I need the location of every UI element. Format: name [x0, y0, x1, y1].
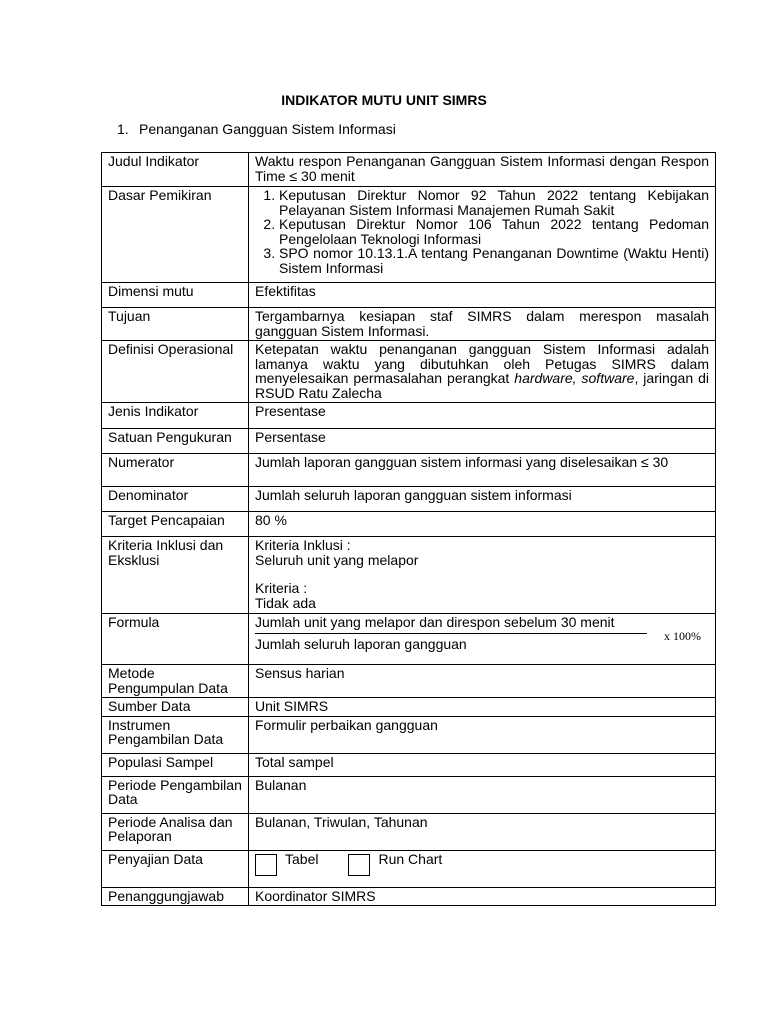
- fraction-line: [255, 633, 647, 634]
- section-title: Penanganan Gangguan Sistem Informasi: [139, 121, 396, 137]
- table-row: [102, 153, 716, 187]
- eksklusi-label: Kriteria :: [255, 580, 308, 596]
- row-value: Sensus harian: [249, 665, 716, 698]
- eksklusi-value: Tidak ada: [255, 594, 316, 611]
- row-label: Sumber Data: [102, 698, 249, 717]
- row-label: Periode Pengambilan Data: [102, 776, 249, 813]
- table-row: [102, 403, 716, 429]
- inklusi-value: Seluruh unit yang melapor: [255, 551, 419, 568]
- row-label: Judul Indikator: [102, 153, 249, 187]
- list-item: 2. Keputusan Direktur Nomor 106 Tahun 2022 tentang Pedoman Pengelolaan Teknologi Informasi: [279, 217, 709, 246]
- formula-numerator: Jumlah unit yang melapor dan direspon sebelum 30 menit: [255, 614, 615, 630]
- table-row: [102, 776, 716, 813]
- table-row: [102, 537, 716, 614]
- row-value: Formulir perbaikan gangguan: [249, 716, 716, 753]
- row-label: Metode Pengumpulan Data: [102, 665, 249, 698]
- row-label: Numerator: [102, 454, 249, 487]
- table-row: [102, 283, 716, 308]
- table-row: [102, 187, 716, 283]
- row-label: Penyajian Data: [102, 850, 249, 887]
- definisi-text-end: , jaringan di RSUD Ratu Zalecha: [255, 370, 709, 401]
- document-title: INDIKATOR MUTU UNIT SIMRS: [281, 92, 487, 108]
- row-value: Bulanan: [249, 776, 716, 813]
- table-row: [102, 850, 716, 887]
- indicator-table: [101, 152, 716, 906]
- row-value: [249, 614, 716, 665]
- row-label: Instrumen Pengambilan Data: [102, 716, 249, 753]
- table-row: [102, 454, 716, 487]
- table-row: [102, 716, 716, 753]
- inklusi-label: Kriteria Inklusi :: [255, 537, 351, 553]
- row-label: Formula: [102, 614, 249, 665]
- row-value: [249, 537, 716, 614]
- table-row: [102, 698, 716, 717]
- row-label: Populasi Sampel: [102, 753, 249, 776]
- row-value: [249, 850, 716, 887]
- table-row: [102, 512, 716, 537]
- formula-multiplier: x 100%: [664, 629, 701, 643]
- definisi-italic: hardware, software: [514, 370, 635, 386]
- row-label: Tujuan: [102, 308, 249, 341]
- row-label: Target Pencapaian: [102, 512, 249, 537]
- tabel-checkbox[interactable]: [255, 854, 277, 876]
- row-value: Total sampel: [249, 753, 716, 776]
- row-value: [249, 341, 716, 403]
- row-label: Periode Analisa dan Pelaporan: [102, 813, 249, 850]
- row-value: Unit SIMRS: [249, 698, 716, 717]
- row-label: Kriteria Inklusi dan Eksklusi: [102, 537, 249, 614]
- table-row: [102, 665, 716, 698]
- row-label: Penanggungjawab: [102, 887, 249, 906]
- row-value: Bulanan, Triwulan, Tahunan: [249, 813, 716, 850]
- row-label: Jenis Indikator: [102, 403, 249, 429]
- formula-denominator: Jumlah seluruh laporan gangguan: [255, 635, 467, 652]
- run-chart-label: Run Chart: [378, 850, 443, 867]
- row-value: Koordinator SIMRS: [249, 887, 716, 906]
- table-row: [102, 813, 716, 850]
- row-value: Persentase: [249, 429, 716, 454]
- dasar-list: [255, 188, 709, 275]
- table-row: [102, 753, 716, 776]
- list-item: 1. Keputusan Direktur Nomor 92 Tahun 2022 tentang Kebijakan Pelayanan Sistem Informasi Manajemen Rumah Sakit: [279, 188, 709, 217]
- tabel-label: Tabel: [285, 850, 319, 867]
- row-value: Jumlah seluruh laporan gangguan sistem informasi: [249, 487, 716, 512]
- row-value: Waktu respon Penanganan Gangguan Sistem Informasi dengan Respon Time ≤ 30 menit: [249, 153, 716, 187]
- table-row: [102, 487, 716, 512]
- row-label: Dasar Pemikiran: [102, 187, 249, 283]
- formula: [255, 615, 709, 651]
- row-value: Efektifitas: [249, 283, 716, 308]
- run-chart-checkbox[interactable]: [348, 854, 370, 876]
- section-heading: [117, 121, 396, 137]
- table-row: [102, 614, 716, 665]
- row-label: Dimensi mutu: [102, 283, 249, 308]
- row-value: Jumlah laporan gangguan sistem informasi yang diselesaikan ≤ 30: [249, 454, 716, 487]
- definisi-text: Ketepatan waktu penanganan gangguan Sistem Informasi adalah lamanya waktu yang dibutuhkan oleh Petugas SIMRS dalam menyelesaikan permasalahan perangkat: [255, 341, 709, 386]
- row-label: Definisi Operasional: [102, 341, 249, 403]
- row-value: Tergambarnya kesiapan staf SIMRS dalam merespon masalah gangguan Sistem Informasi.: [249, 308, 716, 341]
- table-row: [102, 341, 716, 403]
- table-row: [102, 887, 716, 906]
- row-value: 80 %: [249, 512, 716, 537]
- row-value: [249, 187, 716, 283]
- list-item: 3. SPO nomor 10.13.1.A tentang Penanganan Downtime (Waktu Henti) Sistem Informasi: [279, 246, 709, 275]
- row-label: Denominator: [102, 487, 249, 512]
- table-row: [102, 429, 716, 454]
- row-value: Presentase: [249, 403, 716, 429]
- row-label: Satuan Pengukuran: [102, 429, 249, 454]
- section-number: 1.: [117, 121, 129, 137]
- table-row: [102, 308, 716, 341]
